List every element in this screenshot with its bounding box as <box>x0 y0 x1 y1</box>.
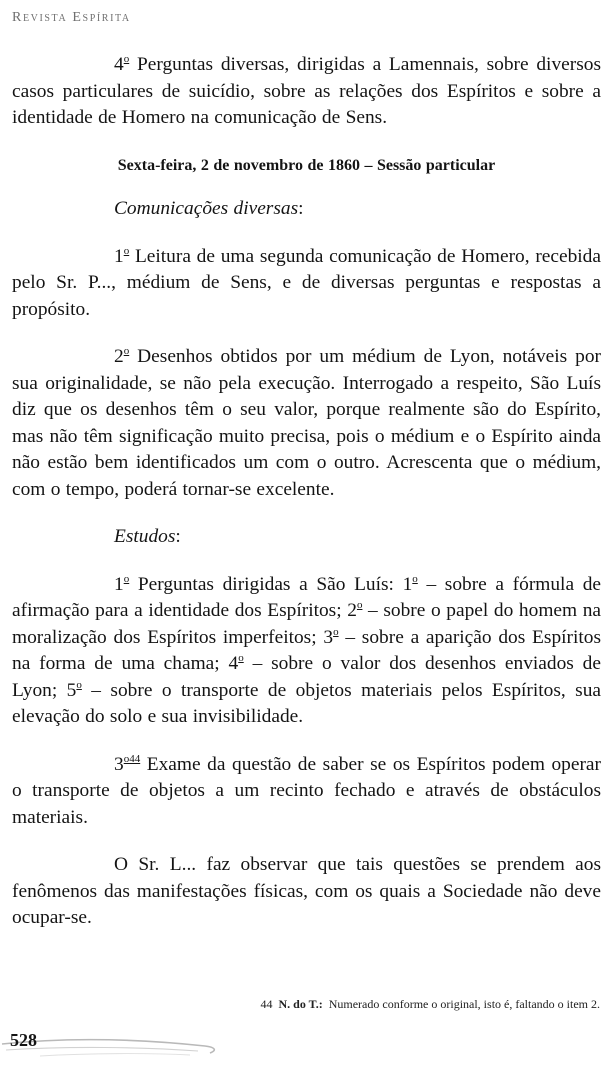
communication-item-1 <box>12 244 601 324</box>
ordinal-footnote-mark: o44 <box>123 752 141 765</box>
item-text: Perguntas diversas, dirigidas a Lamennais, sobre diversos casos particulares de suicídio, sobre as relações dos Espíritos e sobre a identidade de Homero na comunicação de Sens. <box>12 54 601 128</box>
item-text: – sobre a aparição dos Espíritos na forma de uma chama; 4 <box>12 626 602 674</box>
ordinal-mark: o <box>356 599 363 611</box>
section-label-text: Estudos <box>114 526 176 547</box>
item-text: Leitura de uma segunda comunicação de Homero, recebida pelo Sr. P..., médium de Sens, e de diversas perguntas e respostas a propósito. <box>12 245 601 320</box>
item-number: 1 <box>114 573 124 595</box>
communications-label: Comunicações diversas: <box>114 198 304 219</box>
item-text: Desenhos obtidos por um médium de Lyon, notáveis por sua originalidade, se não pela execução. Interrogado a respeito, São Luís diz que os desenhos têm o seu valor, porque realmente são do Espírito, mas não têm significação muito precisa, pois o médium e o Espírito ainda não estão bem identificados um com o outro. Acrescenta que o médium, com o tempo, poderá tornar-se excelente. <box>12 346 601 500</box>
footnote <box>261 997 601 1012</box>
running-head: Revista Espírita <box>12 10 131 25</box>
ordinal-mark: o <box>238 652 244 664</box>
session-heading: Sexta-feira, 2 de novembro de 1860 – Sessão particular <box>117 156 496 174</box>
footnote-text: Numerado conforme o original, isto é, faltando o item 2. <box>328 997 600 1011</box>
page-number: 528 <box>10 1030 37 1050</box>
item-text: – sobre o papel do homem na moralização dos Espíritos imperfeitos; 3 <box>12 600 602 648</box>
item-number: 2 <box>114 346 124 367</box>
footnote-number: 44 <box>260 997 273 1011</box>
section-label-text: Comunicações diversas <box>114 198 299 219</box>
ordinal-mark: o <box>333 625 339 638</box>
item-text: – sobre o valor dos desenhos enviados de Lyon; 5 <box>12 653 601 701</box>
item-text: Perguntas dirigidas a São Luís: 1 <box>129 573 413 595</box>
communication-item-2 <box>12 344 601 503</box>
ordinal-mark: o <box>123 244 130 257</box>
item-number: 1 <box>114 245 124 267</box>
item-number: 3 <box>114 753 124 775</box>
closing-paragraph: O Sr. L... faz observar que tais questões se prendem aos fenômenos das manifestações físicas, com os quais a Sociedade não deve ocupar-se. <box>12 854 601 928</box>
ordinal-mark: o <box>76 678 82 691</box>
ordinal-mark: o <box>123 572 130 585</box>
page-body <box>12 52 601 946</box>
footnote-label: N. do T.: <box>278 997 323 1011</box>
ordinal-mark: o <box>412 572 418 585</box>
studies-item-3 <box>12 752 601 832</box>
studies-label: Estudos: <box>114 526 181 547</box>
item-text: – sobre o transporte de objetos materiais pelos Espíritos, sua elevação do solo e sua invisibilidade. <box>12 679 601 727</box>
item-number: 4 <box>114 54 124 75</box>
item-4-paragraph <box>12 52 601 132</box>
ordinal-mark: o <box>123 345 130 357</box>
studies-item-1 <box>12 572 601 731</box>
ordinal-mark: o <box>123 53 130 65</box>
item-text: Exame da questão de saber se os Espíritos podem operar o transporte de objetos a um recinto fechado e através de obstáculos materiais. <box>12 753 601 828</box>
item-text: – sobre a fórmula de afirmação para a identidade dos Espíritos; 2 <box>12 573 601 621</box>
